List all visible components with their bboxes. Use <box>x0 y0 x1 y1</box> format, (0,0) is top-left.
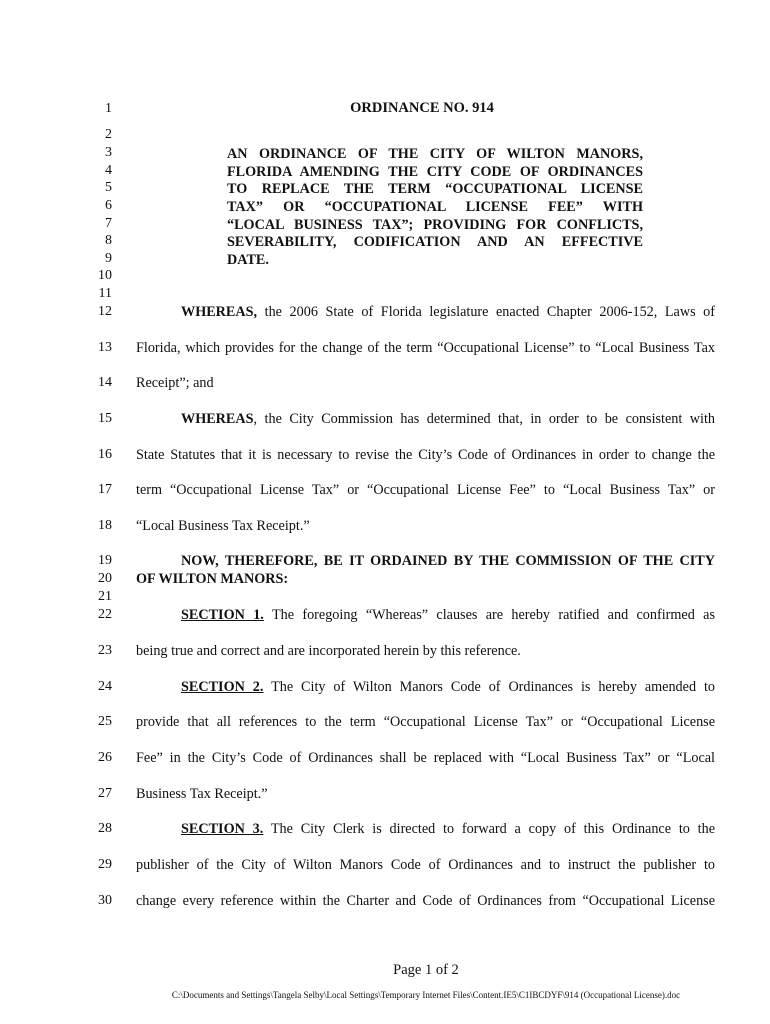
section-heading: SECTION 1. <box>181 607 264 623</box>
body-text: The City of Wilton Manors Code of Ordinances is hereby amended to <box>263 679 715 695</box>
body-line: State Statutes that it is necessary to revise the City’s Code of Ordinances in order to change the <box>136 447 715 463</box>
caption-line: TO REPLACE THE TERM “OCCUPATIONAL LICENSE <box>227 181 643 197</box>
line-number: 9 <box>105 251 112 266</box>
line-number: 13 <box>98 340 112 355</box>
line-number: 10 <box>98 268 112 283</box>
body-line <box>181 679 715 696</box>
line-number: 19 <box>98 553 112 568</box>
line-number: 28 <box>98 821 112 836</box>
body-line: “Local Business Tax Receipt.” <box>136 518 310 534</box>
ordinance-title: ORDINANCE NO. 914 <box>350 100 494 116</box>
page-number: Page 1 of 2 <box>393 962 459 978</box>
body-line: Business Tax Receipt.” <box>136 786 268 802</box>
whereas-lead: WHEREAS <box>181 411 254 427</box>
body-line: Receipt”; and <box>136 375 214 391</box>
line-number: 25 <box>98 714 112 729</box>
line-number: 21 <box>98 589 112 604</box>
body-text: the 2006 State of Florida legislature enacted Chapter 2006-152, Laws of <box>257 304 715 320</box>
line-number: 26 <box>98 750 112 765</box>
line-number: 15 <box>98 411 112 426</box>
body-line: being true and correct and are incorporated herein by this reference. <box>136 643 521 659</box>
whereas-lead: WHEREAS, <box>181 304 258 320</box>
line-number: 1 <box>105 101 112 116</box>
body-text: The City Clerk is directed to forward a copy of this Ordinance to the <box>263 821 715 837</box>
line-number: 6 <box>105 198 112 213</box>
body-line <box>181 304 715 321</box>
line-number: 4 <box>105 163 112 178</box>
body-text: The foregoing “Whereas” clauses are hereby ratified and confirmed as <box>263 607 715 623</box>
line-number: 20 <box>98 571 112 586</box>
line-number: 5 <box>105 180 112 195</box>
body-line <box>181 821 715 838</box>
caption-line: TAX” OR “OCCUPATIONAL LICENSE FEE” WITH <box>227 199 643 215</box>
line-number: 30 <box>98 893 112 908</box>
line-number: 3 <box>105 145 112 160</box>
body-line <box>181 607 715 624</box>
body-line: term “Occupational License Tax” or “Occupational License Fee” to “Local Business Tax” or <box>136 482 715 498</box>
body-line: provide that all references to the term “Occupational License Tax” or “Occupational License <box>136 714 715 730</box>
line-number: 18 <box>98 518 112 533</box>
caption-line: AN ORDINANCE OF THE CITY OF WILTON MANORS, <box>227 146 643 162</box>
line-number: 7 <box>105 216 112 231</box>
line-number: 8 <box>105 233 112 248</box>
caption-line: FLORIDA AMENDING THE CITY CODE OF ORDINANCES <box>227 164 643 180</box>
line-number: 2 <box>105 127 112 142</box>
line-number: 23 <box>98 643 112 658</box>
caption-line: DATE. <box>227 252 269 268</box>
line-number: 24 <box>98 679 112 694</box>
body-line: Florida, which provides for the change of the term “Occupational License” to “Local Business Tax <box>136 340 715 356</box>
section-heading: SECTION 3. <box>181 821 264 837</box>
line-number: 14 <box>98 375 112 390</box>
body-line <box>181 411 715 428</box>
line-number: 29 <box>98 857 112 872</box>
caption-line: “LOCAL BUSINESS TAX”; PROVIDING FOR CONFLICTS, <box>227 217 643 233</box>
body-line: Fee” in the City’s Code of Ordinances shall be replaced with “Local Business Tax” or “Local <box>136 750 715 766</box>
body-line: change every reference within the Charter and Code of Ordinances from “Occupational License <box>136 893 715 909</box>
body-line: publisher of the City of Wilton Manors Code of Ordinances and to instruct the publisher to <box>136 857 715 873</box>
file-path: C:\Documents and Settings\Tangela Selby\Local Settings\Temporary Internet Files\Content.IE5\C1IBCDYF\914 (Occupational License).doc <box>171 990 681 1000</box>
caption-line: SEVERABILITY, CODIFICATION AND AN EFFECTIVE <box>227 234 643 250</box>
line-number: 11 <box>98 286 112 301</box>
line-number: 22 <box>98 607 112 622</box>
ordained-line: OF WILTON MANORS: <box>136 571 289 587</box>
line-number: 16 <box>98 447 112 462</box>
line-number: 12 <box>98 304 112 319</box>
line-number: 27 <box>98 786 112 801</box>
line-number: 17 <box>98 482 112 497</box>
ordained-line: NOW, THEREFORE, BE IT ORDAINED BY THE COMMISSION OF THE CITY <box>181 553 715 569</box>
body-text: , the City Commission has determined that, in order to be consistent with <box>253 411 715 427</box>
section-heading: SECTION 2. <box>181 679 264 695</box>
